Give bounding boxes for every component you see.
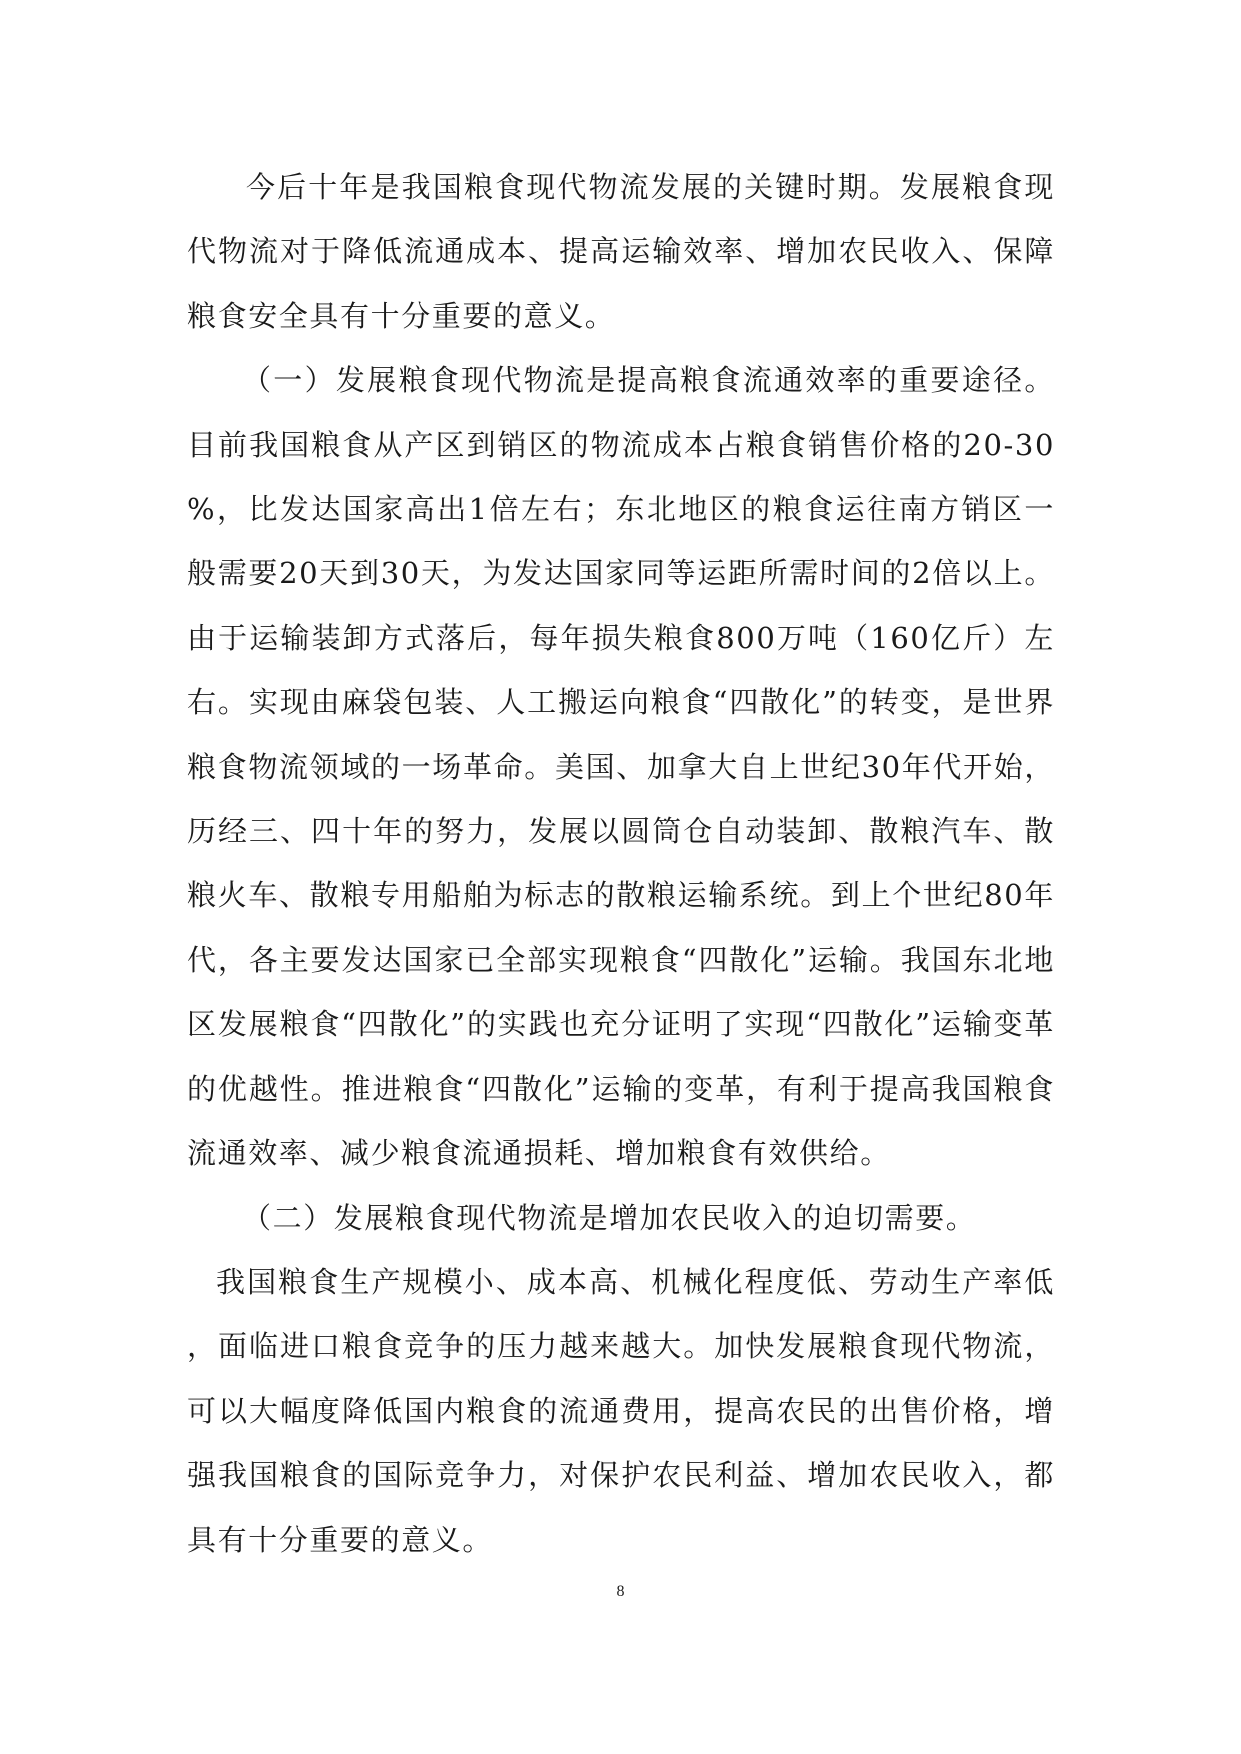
paragraph-intro: 今后十年是我国粮食现代物流发展的关键时期。发展粮食现代物流对于降低流通成本、提高运输效率、增加农民收入、保障粮食安全具有十分重要的意义。 [187,170,1055,333]
paragraph-section-1: （一）发展粮食现代物流是提高粮食流通效率的重要途径。目前我国粮食从产区到销区的物流成本占粮食销售价格的20-30%，比发达国家高出1倍左右；东北地区的粮食运往南方销区一般需要20天到30天，为发达国家同等运距所需时间的2倍以上。由于运输装卸方式落后，每年损失粮食800万吨（160亿斤）左右。实现由麻袋包装、人工搬运向粮食“四散化”的转变，是世界粮食物流领域的一场革命。美国、加拿大自上世纪30年代开始，历经三、四十年的努力，发展以圆筒仓自动装卸、散粮汽车、散粮火车、散粮专用船舶为标志的散粮运输系统。到上个世纪80年代，各主要发达国家已全部实现粮食“四散化”运输。我国东北地区发展粮食“四散化”的实践也充分证明了实现“四散化”运输变革的优越性。推进粮食“四散化”运输的变革，有利于提高我国粮食流通效率、减少粮食流通损耗、增加粮食有效供给。 [187,363,1055,1171]
paragraph-section-2-heading: （二）发展粮食现代物流是增加农民收入的迫切需要。 [242,1200,977,1235]
page-number: 8 [616,1583,625,1600]
body-text [187,155,1055,1572]
paragraph-section-2-body: 我国粮食生产规模小、成本高、机械化程度低、劳动生产率低，面临进口粮食竞争的压力越来越大。加快发展粮食现代物流，可以大幅度降低国内粮食的流通费用，提高农民的出售价格，增强我国粮食的国际竞争力，对保护农民利益、增加农民收入，都具有十分重要的意义。 [187,1264,1055,1557]
